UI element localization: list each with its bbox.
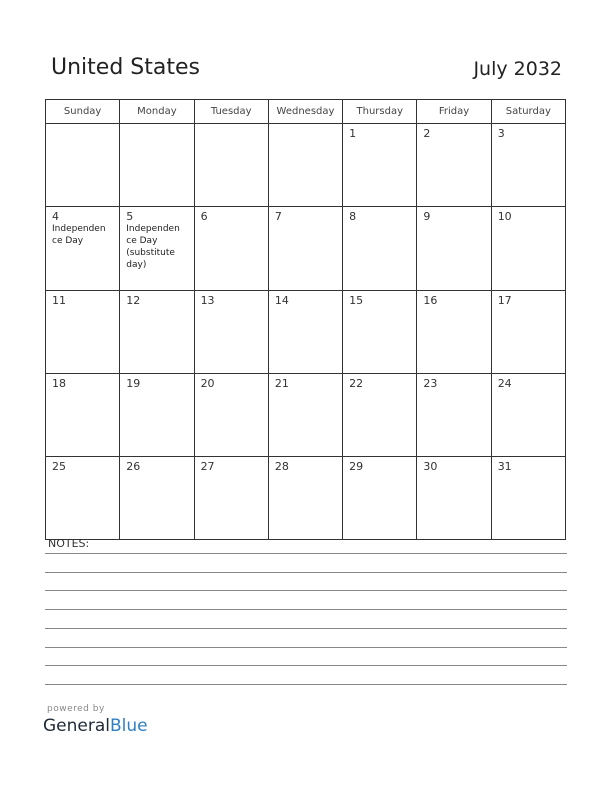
notes-line bbox=[45, 553, 567, 554]
day-cell bbox=[46, 374, 120, 457]
day-cell bbox=[268, 291, 342, 374]
day-cell bbox=[268, 207, 342, 291]
calendar-month-year: July 2032 bbox=[473, 58, 562, 80]
day-number: 1 bbox=[349, 127, 357, 140]
weekday-header-row bbox=[46, 100, 566, 124]
day-number: 24 bbox=[497, 377, 512, 390]
day-cell bbox=[268, 374, 342, 457]
notes-line bbox=[45, 647, 567, 648]
week-row bbox=[46, 124, 566, 207]
day-number: 4 bbox=[52, 210, 59, 223]
weekday-sunday: Sunday bbox=[46, 100, 120, 124]
notes-line bbox=[45, 684, 567, 685]
week-row bbox=[46, 207, 566, 291]
holiday-label: Independen ce Day bbox=[52, 224, 106, 246]
day-cell bbox=[343, 207, 417, 291]
day-cell bbox=[120, 124, 194, 207]
day-number: 18 bbox=[52, 377, 66, 390]
day-number: 25 bbox=[52, 460, 66, 473]
day-cell bbox=[417, 374, 491, 457]
weekday-wednesday: Wednesday bbox=[268, 100, 342, 124]
notes-line bbox=[45, 609, 567, 610]
day-number: 8 bbox=[349, 210, 357, 223]
day-number: 29 bbox=[349, 460, 364, 473]
generalblue-logo bbox=[43, 716, 148, 736]
day-cell bbox=[46, 457, 120, 540]
day-number: 22 bbox=[349, 377, 364, 390]
day-cell bbox=[194, 207, 268, 291]
notes-line bbox=[45, 590, 567, 591]
day-cell bbox=[46, 291, 120, 374]
day-number: 21 bbox=[274, 377, 289, 390]
day-number: 12 bbox=[126, 294, 141, 307]
day-number: 20 bbox=[200, 377, 215, 390]
notes-line bbox=[45, 628, 567, 629]
day-cell bbox=[343, 124, 417, 207]
day-number: 30 bbox=[423, 460, 438, 473]
holiday-label: Independen ce Day (substitute day) bbox=[126, 224, 180, 270]
day-cell bbox=[268, 457, 342, 540]
day-number: 16 bbox=[423, 294, 438, 307]
day-cell bbox=[491, 207, 565, 291]
weekday-friday: Friday bbox=[417, 100, 491, 124]
day-cell bbox=[194, 374, 268, 457]
day-cell bbox=[46, 207, 120, 291]
day-cell bbox=[120, 374, 194, 457]
day-cell bbox=[343, 374, 417, 457]
day-number: 2 bbox=[423, 127, 431, 140]
notes-line bbox=[45, 572, 567, 573]
day-number: 11 bbox=[52, 294, 66, 307]
day-number: 15 bbox=[349, 294, 364, 307]
day-cell bbox=[194, 457, 268, 540]
day-number: 23 bbox=[423, 377, 438, 390]
day-cell bbox=[491, 291, 565, 374]
day-cell bbox=[194, 291, 268, 374]
weekday-saturday: Saturday bbox=[491, 100, 565, 124]
day-number: 31 bbox=[497, 460, 512, 473]
day-cell bbox=[46, 124, 120, 207]
powered-by-text: powered by bbox=[47, 704, 105, 714]
day-number: 10 bbox=[497, 210, 512, 223]
day-cell bbox=[491, 374, 565, 457]
weekday-thursday: Thursday bbox=[343, 100, 417, 124]
week-row bbox=[46, 374, 566, 457]
day-cell bbox=[417, 457, 491, 540]
notes-line bbox=[45, 665, 567, 666]
day-cell bbox=[417, 124, 491, 207]
brand-blue: Blue bbox=[110, 716, 148, 736]
day-number: 26 bbox=[126, 460, 141, 473]
day-cell bbox=[120, 207, 194, 291]
brand-general: General bbox=[43, 716, 110, 736]
day-number: 19 bbox=[126, 377, 141, 390]
day-number: 17 bbox=[497, 294, 512, 307]
weekday-monday: Monday bbox=[120, 100, 194, 124]
day-cell bbox=[343, 457, 417, 540]
day-number: 27 bbox=[200, 460, 215, 473]
day-number: 7 bbox=[274, 210, 282, 223]
day-number: 6 bbox=[200, 210, 208, 223]
notes-label: NOTES: bbox=[48, 537, 90, 550]
day-cell bbox=[417, 291, 491, 374]
day-number: 5 bbox=[126, 210, 134, 223]
day-cell bbox=[491, 457, 565, 540]
day-number: 13 bbox=[200, 294, 215, 307]
calendar-grid bbox=[45, 99, 566, 540]
week-row bbox=[46, 457, 566, 540]
day-cell bbox=[491, 124, 565, 207]
weekday-tuesday: Tuesday bbox=[194, 100, 268, 124]
day-number: 9 bbox=[423, 210, 431, 223]
day-cell bbox=[343, 291, 417, 374]
day-cell bbox=[194, 124, 268, 207]
day-number: 14 bbox=[274, 294, 289, 307]
day-number: 28 bbox=[274, 460, 289, 473]
day-number: 3 bbox=[497, 127, 505, 140]
week-row bbox=[46, 291, 566, 374]
day-cell bbox=[268, 124, 342, 207]
day-cell bbox=[417, 207, 491, 291]
day-cell bbox=[120, 291, 194, 374]
day-cell bbox=[120, 457, 194, 540]
calendar-country-title: United States bbox=[51, 55, 200, 80]
